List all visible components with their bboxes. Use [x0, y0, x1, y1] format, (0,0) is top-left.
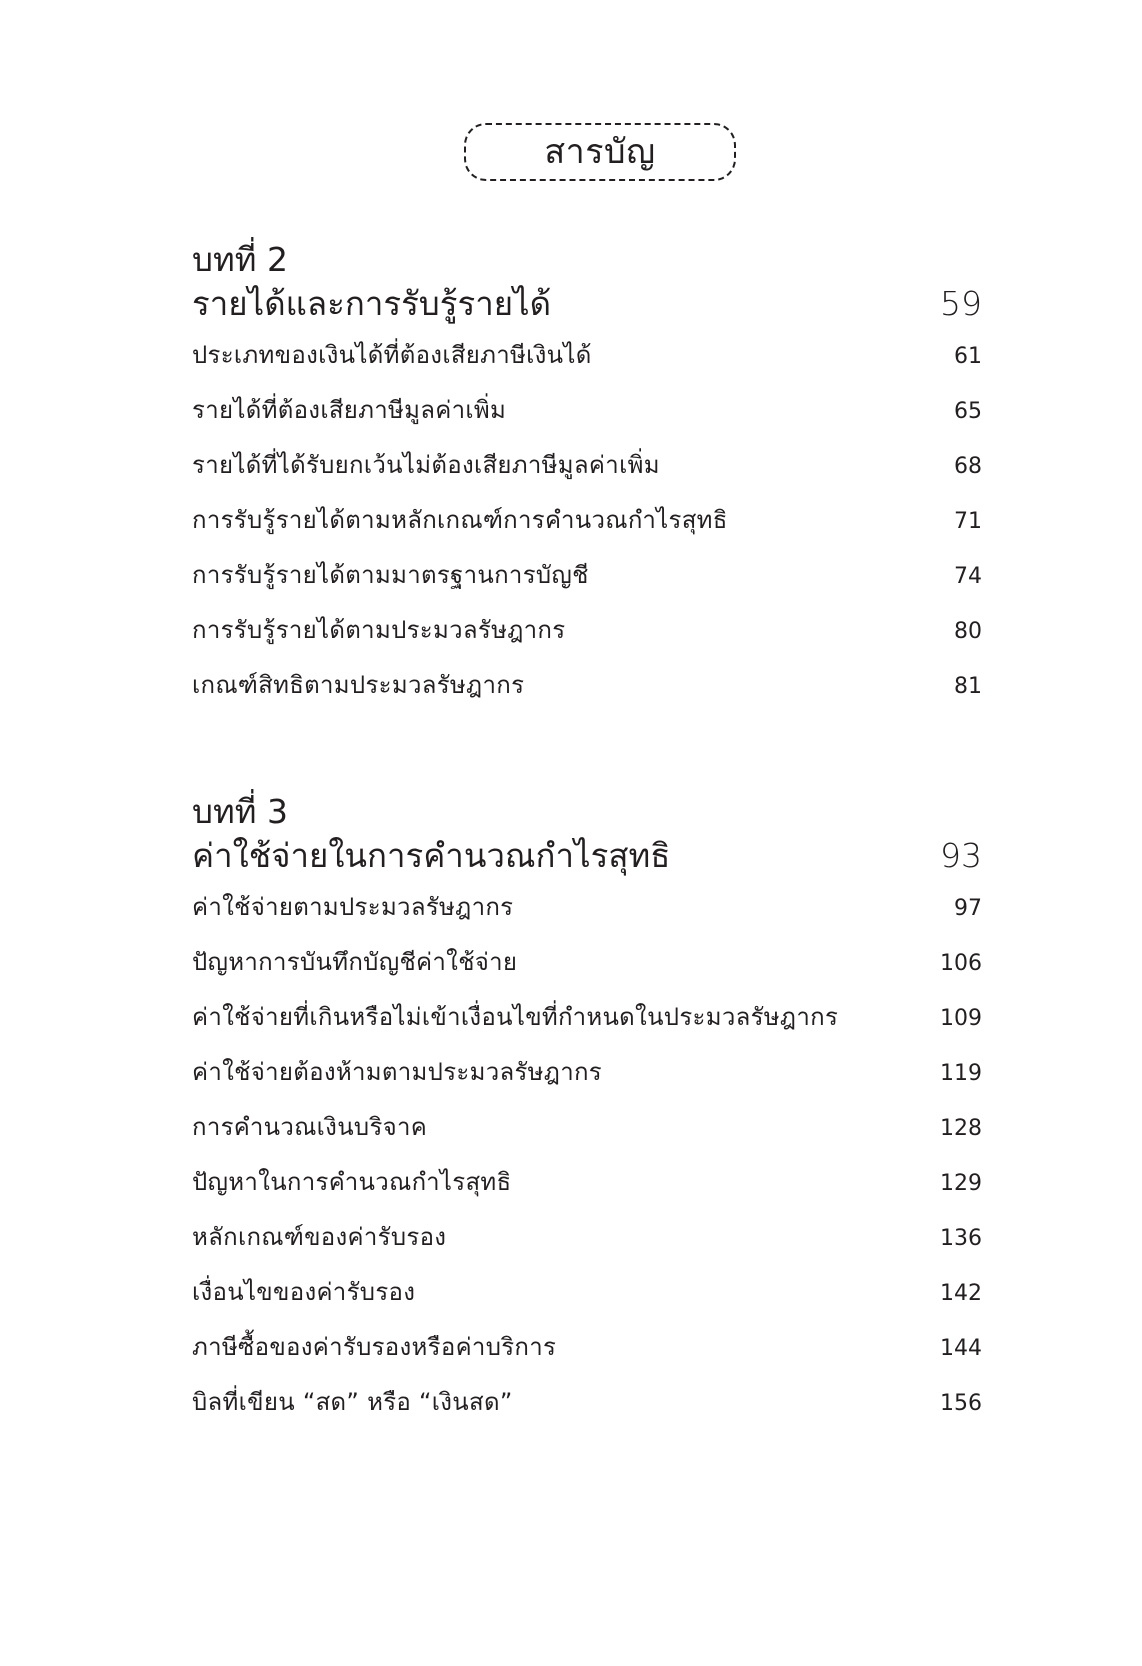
toc-entry-page: 61 [954, 344, 982, 369]
toc-entry-text: รายได้ที่ได้รับยกเว้นไม่ต้องเสียภาษีมูลค่าเพิ่ม [192, 451, 660, 479]
toc-entry-text: หลักเกณฑ์ของค่ารับรอง [192, 1223, 447, 1251]
toc-entry-text: เงื่อนไขของค่ารับรอง [192, 1278, 416, 1306]
toc-entry[interactable] [192, 453, 982, 508]
toc-entry-page: 68 [954, 454, 982, 479]
toc-entry-text: การรับรู้รายได้ตามมาตรฐานการบัญชี [192, 561, 589, 589]
toc-entry-page: 71 [954, 509, 982, 534]
toc-entry[interactable] [192, 950, 982, 1005]
toc-entry[interactable] [192, 673, 982, 728]
toc-entry[interactable] [192, 1390, 982, 1445]
chapter-heading-row[interactable] [192, 836, 982, 895]
toc-entry[interactable] [192, 1005, 982, 1060]
toc-entry-text: การรับรู้รายได้ตามหลักเกณฑ์การคำนวณกำไรสุทธิ [192, 506, 728, 534]
toc-entry-page: 144 [940, 1336, 982, 1361]
chapter-heading: รายได้และการรับรู้รายได้ [192, 284, 552, 323]
toc-entry-page: 81 [954, 674, 982, 699]
toc-entry[interactable] [192, 398, 982, 453]
chapter-page-number: 93 [940, 836, 982, 875]
toc-entry-page: 136 [940, 1226, 982, 1251]
toc-entry-text: การรับรู้รายได้ตามประมวลรัษฎากร [192, 616, 566, 644]
toc-entry-page: 80 [954, 619, 982, 644]
toc-entry-text: ปัญหาในการคำนวณกำไรสุทธิ [192, 1168, 512, 1196]
toc-entry-text: การคำนวณเงินบริจาค [192, 1113, 428, 1141]
chapter-3-section [192, 792, 982, 1445]
toc-entry-text: ค่าใช้จ่ายตามประมวลรัษฎากร [192, 893, 514, 921]
chapter-2-section [192, 240, 982, 728]
toc-entry[interactable] [192, 1280, 982, 1335]
toc-entry-page: 74 [954, 564, 982, 589]
toc-entry[interactable] [192, 1170, 982, 1225]
chapter-label: บทที่ 3 [192, 792, 288, 831]
toc-entry-page: 119 [940, 1061, 982, 1086]
chapter-label: บทที่ 2 [192, 240, 288, 279]
toc-entry[interactable] [192, 1115, 982, 1170]
toc-entry[interactable] [192, 1225, 982, 1280]
toc-entry-text: บิลที่เขียน “สด” หรือ “เงินสด” [192, 1388, 513, 1416]
toc-entry-text: ปัญหาการบันทึกบัญชีค่าใช้จ่าย [192, 948, 518, 976]
toc-entry-page: 142 [940, 1281, 982, 1306]
toc-entry-text: ค่าใช้จ่ายที่เกินหรือไม่เข้าเงื่อนไขที่กำหนดในประมวลรัษฎากร [192, 1003, 839, 1031]
toc-entry-text: ภาษีซื้อของค่ารับรองหรือค่าบริการ [192, 1333, 557, 1361]
toc-entry-text: ค่าใช้จ่ายต้องห้ามตามประมวลรัษฎากร [192, 1058, 603, 1086]
toc-entry[interactable] [192, 508, 982, 563]
toc-entry-page: 129 [940, 1171, 982, 1196]
toc-entry-page: 97 [954, 896, 982, 921]
toc-entry-text: เกณฑ์สิทธิตามประมวลรัษฎากร [192, 671, 525, 699]
toc-entry[interactable] [192, 563, 982, 618]
toc-entry-page: 106 [940, 951, 982, 976]
toc-entry-page: 109 [940, 1006, 982, 1031]
toc-title: สารบัญ [544, 132, 656, 172]
toc-entry-page: 156 [940, 1391, 982, 1416]
chapter-heading: ค่าใช้จ่ายในการคำนวณกำไรสุทธิ [192, 836, 671, 875]
toc-entry-page: 65 [954, 399, 982, 424]
toc-entry[interactable] [192, 1060, 982, 1115]
toc-entry[interactable] [192, 1335, 982, 1390]
toc-entry-page: 128 [940, 1116, 982, 1141]
toc-title-box [464, 123, 736, 181]
toc-entry[interactable] [192, 343, 982, 398]
toc-entry[interactable] [192, 618, 982, 673]
chapter-heading-row[interactable] [192, 284, 982, 343]
toc-entry-text: ประเภทของเงินได้ที่ต้องเสียภาษีเงินได้ [192, 341, 592, 369]
chapter-page-number: 59 [940, 284, 982, 323]
toc-entry-text: รายได้ที่ต้องเสียภาษีมูลค่าเพิ่ม [192, 396, 507, 424]
toc-entry[interactable] [192, 895, 982, 950]
